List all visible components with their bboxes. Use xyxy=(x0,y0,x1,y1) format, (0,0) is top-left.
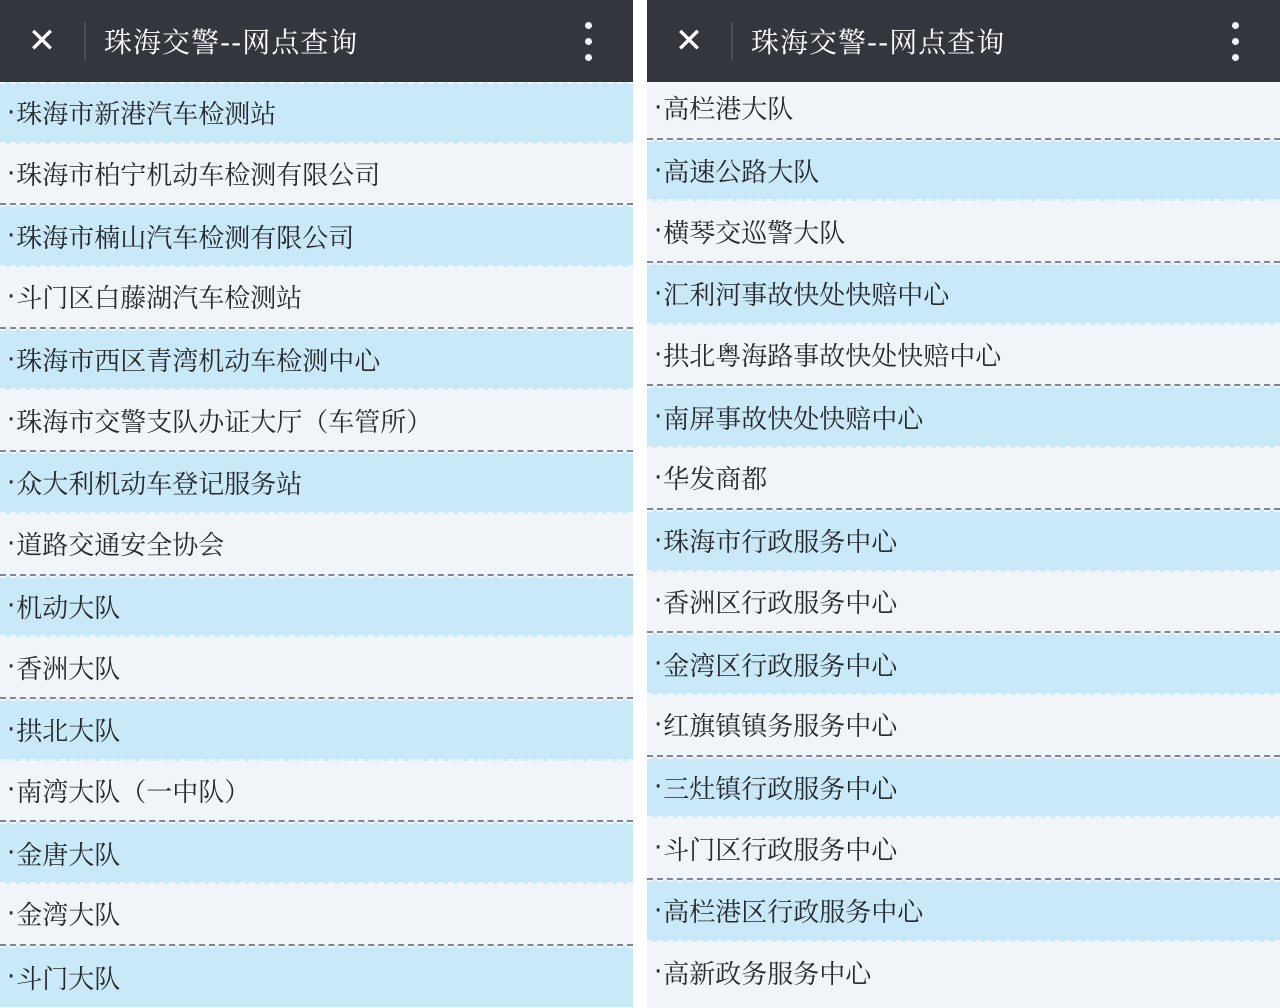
bullet-dot: · xyxy=(654,772,663,803)
bullet-dot: · xyxy=(654,339,663,370)
list-item-label: 红旗镇镇务服务中心 xyxy=(663,712,898,743)
list-item[interactable] xyxy=(647,818,1280,880)
list-item-label: 南湾大队（一中队） xyxy=(16,777,251,808)
panel-left xyxy=(0,0,633,1008)
bullet-dot: · xyxy=(654,155,663,186)
bullet-dot: · xyxy=(654,462,663,493)
list-item-label: 高栏港大队 xyxy=(663,95,794,126)
list-item-label: 珠海市行政服务中心 xyxy=(663,528,898,559)
list-item[interactable] xyxy=(0,82,633,144)
bullet-dot: · xyxy=(7,221,16,252)
list-item[interactable] xyxy=(0,946,633,1008)
list-item[interactable] xyxy=(0,205,633,267)
list-item-label: 众大利机动车登记服务站 xyxy=(16,470,303,501)
list-item[interactable] xyxy=(0,144,633,206)
list-item-label: 拱北大队 xyxy=(16,717,121,748)
bullet-dot: · xyxy=(7,838,16,869)
bullet-dot: · xyxy=(7,97,16,128)
list-item[interactable] xyxy=(0,267,633,329)
list-item-label: 香洲区行政服务中心 xyxy=(663,588,898,619)
more-menu-icon xyxy=(585,22,592,29)
page-title: 珠海交警--网点查询 xyxy=(751,26,1006,59)
list-item-label: 金唐大队 xyxy=(16,840,121,871)
branch-list xyxy=(647,78,1280,1003)
bullet-dot: · xyxy=(7,467,16,498)
close-button[interactable] xyxy=(647,0,731,82)
bullet-dot: · xyxy=(7,962,16,993)
list-item-label: 三灶镇行政服务中心 xyxy=(663,774,898,805)
bullet-dot: · xyxy=(7,528,16,559)
list-item[interactable] xyxy=(647,263,1280,325)
more-menu-icon xyxy=(1232,38,1239,45)
bullet-dot: · xyxy=(654,216,663,247)
list-item[interactable] xyxy=(647,448,1280,510)
list-item-label: 拱北粤海路事故快处快赔中心 xyxy=(663,342,1002,373)
page-title: 珠海交警--网点查询 xyxy=(104,26,359,59)
list-item[interactable] xyxy=(0,329,633,391)
bullet-dot: · xyxy=(7,281,16,312)
bullet-dot: · xyxy=(654,895,663,926)
bullet-dot: · xyxy=(654,402,663,433)
list-item[interactable] xyxy=(647,510,1280,572)
list-item-label: 斗门区行政服务中心 xyxy=(663,835,898,866)
list-item[interactable] xyxy=(0,576,633,638)
more-menu-button[interactable] xyxy=(575,18,601,64)
list-item[interactable] xyxy=(647,880,1280,942)
more-menu-icon xyxy=(1232,54,1239,61)
bullet-dot: · xyxy=(7,591,16,622)
list-item-label: 横琴交巡警大队 xyxy=(663,218,846,249)
list-item-label: 道路交通安全协会 xyxy=(16,531,225,562)
close-button[interactable] xyxy=(0,0,84,82)
webview-header xyxy=(0,0,633,82)
list-item-label: 珠海市柏宁机动车检测有限公司 xyxy=(16,161,381,192)
close-icon: ✕ xyxy=(27,21,57,61)
list-item[interactable] xyxy=(647,633,1280,695)
list-item[interactable] xyxy=(647,78,1280,140)
list-item-label: 香洲大队 xyxy=(16,654,121,685)
more-menu-button[interactable] xyxy=(1222,18,1248,64)
list-item[interactable] xyxy=(647,942,1280,1004)
list-item[interactable] xyxy=(647,140,1280,202)
list-item[interactable] xyxy=(0,884,633,946)
list-item[interactable] xyxy=(0,390,633,452)
more-menu-icon xyxy=(1232,22,1239,29)
bullet-dot: · xyxy=(654,709,663,740)
list-item-label: 金湾大队 xyxy=(16,901,121,932)
bullet-dot: · xyxy=(654,525,663,556)
list-item[interactable] xyxy=(647,757,1280,819)
bullet-dot: · xyxy=(7,405,16,436)
bullet-dot: · xyxy=(7,158,16,189)
bullet-dot: · xyxy=(7,652,16,683)
list-item-label: 斗门大队 xyxy=(16,964,121,995)
list-item-label: 珠海市西区青湾机动车检测中心 xyxy=(16,347,381,378)
list-item[interactable] xyxy=(647,386,1280,448)
close-icon: ✕ xyxy=(674,21,704,61)
list-item-label: 华发商都 xyxy=(663,465,768,496)
header-divider xyxy=(84,22,86,60)
list-item-label: 斗门区白藤湖汽车检测站 xyxy=(16,284,303,315)
list-item[interactable] xyxy=(0,452,633,514)
list-item-label: 高速公路大队 xyxy=(663,158,820,189)
list-item-label: 珠海市交警支队办证大厅（车管所） xyxy=(16,407,433,438)
list-item-label: 珠海市新港汽车检测站 xyxy=(16,100,277,131)
list-item-label: 高新政务服务中心 xyxy=(663,959,872,990)
bullet-dot: · xyxy=(7,898,16,929)
list-item[interactable] xyxy=(0,822,633,884)
list-item[interactable] xyxy=(0,699,633,761)
bullet-dot: · xyxy=(654,649,663,680)
list-item-label: 汇利河事故快处快赔中心 xyxy=(663,281,950,312)
bullet-dot: · xyxy=(654,586,663,617)
bullet-dot: · xyxy=(654,957,663,988)
list-item-label: 高栏港区行政服务中心 xyxy=(663,898,924,929)
list-item[interactable] xyxy=(647,572,1280,634)
list-item[interactable] xyxy=(0,514,633,576)
header-divider xyxy=(731,22,733,60)
list-item[interactable] xyxy=(647,695,1280,757)
list-item[interactable] xyxy=(0,637,633,699)
bullet-dot: · xyxy=(654,92,663,123)
panel-right xyxy=(647,0,1280,1008)
list-item[interactable] xyxy=(647,201,1280,263)
list-item[interactable] xyxy=(647,325,1280,387)
list-item-label: 珠海市楠山汽车检测有限公司 xyxy=(16,223,355,254)
bullet-dot: · xyxy=(654,833,663,864)
list-item-label: 南屏事故快处快赔中心 xyxy=(663,404,924,435)
bullet-dot: · xyxy=(654,278,663,309)
bullet-dot: · xyxy=(7,344,16,375)
bullet-dot: · xyxy=(7,714,16,745)
more-menu-icon xyxy=(585,54,592,61)
more-menu-icon xyxy=(585,38,592,45)
list-item-label: 机动大队 xyxy=(16,593,121,624)
branch-list xyxy=(0,82,633,1007)
list-item[interactable] xyxy=(0,761,633,823)
list-item-label: 金湾区行政服务中心 xyxy=(663,651,898,682)
webview-header xyxy=(647,0,1280,82)
bullet-dot: · xyxy=(7,775,16,806)
